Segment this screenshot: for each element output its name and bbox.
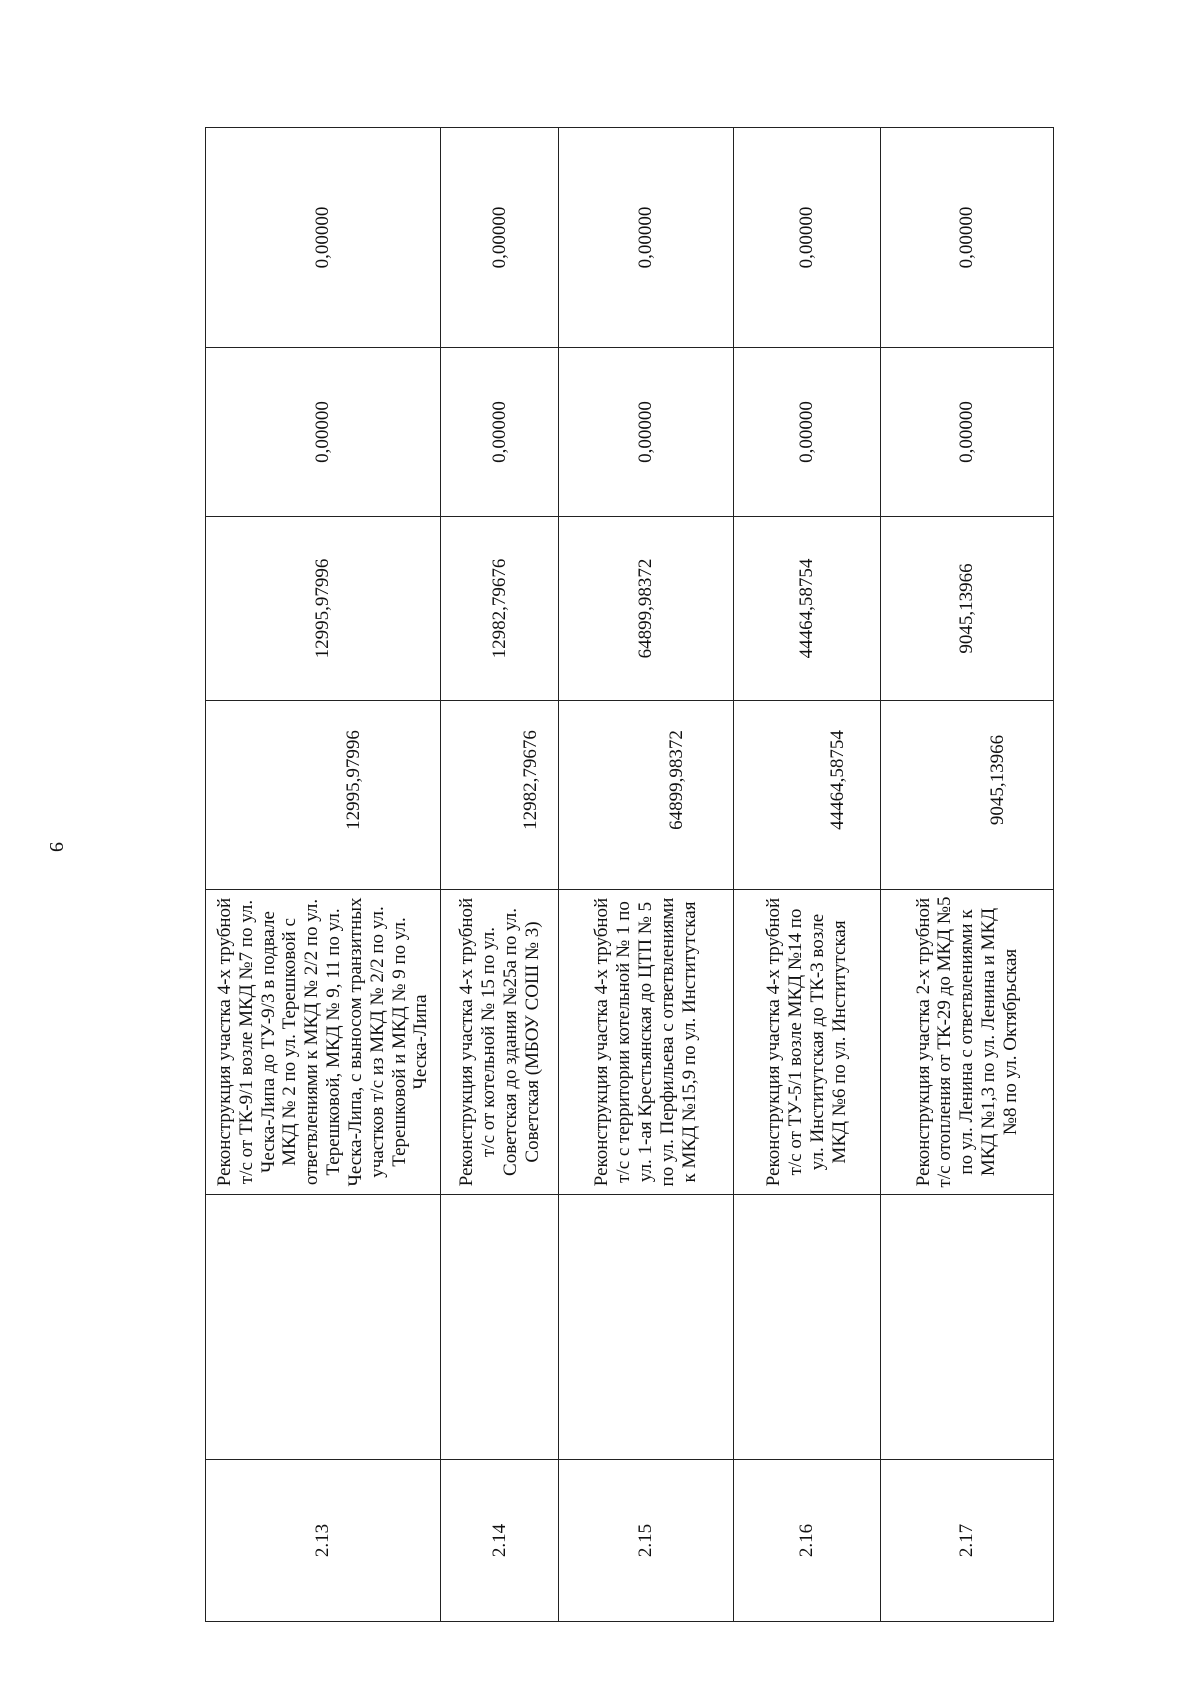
row-value-year: 9045,13966 <box>881 517 1054 701</box>
row-value-total: 9045,13966 <box>881 701 1054 890</box>
table-row <box>441 128 559 1622</box>
table-wrapper <box>205 128 1054 1622</box>
row-value-zero-2: 0,00000 <box>733 128 880 348</box>
rotated-table-container <box>205 128 1054 1622</box>
page-number: 9 <box>45 842 67 852</box>
row-value-year: 44464,58754 <box>733 517 880 701</box>
row-number: 2.15 <box>559 1460 734 1622</box>
row-number: 2.17 <box>881 1460 1054 1622</box>
row-blank-cell <box>881 1195 1054 1460</box>
row-value-year: 64899,98372 <box>559 517 734 701</box>
row-value-year: 12995,97996 <box>206 517 441 701</box>
row-value-zero-2: 0,00000 <box>881 128 1054 348</box>
row-description: Реконструкция участка 4-х трубной т/с от ТК-9/1 возле МКД №7 по ул. Ческа-Липа до ТУ-9/3 в подвале МКД № 2 по ул. Терешковой с ответвлениями к МКД № 2/2 по ул. Терешковой, МКД № 9, 11 по ул. Ческа-Липа, с выносом транзитных участков т/с из МКД № 2/2 по ул. Терешковой и МКД № 9 по ул. Ческа-Липа <box>206 890 441 1195</box>
row-number: 2.16 <box>733 1460 880 1622</box>
row-description: Реконструкция участка 4-х трубной т/с с территории котельной № 1 по ул. 1-ая Крестьянская до ЦТП № 5 по ул. Перфильева с ответвлениями к МКД №15,9 по ул. Институтская <box>559 890 734 1195</box>
row-value-zero-2: 0,00000 <box>441 128 559 348</box>
row-value-year: 12982,79676 <box>441 517 559 701</box>
row-blank-cell <box>206 1195 441 1460</box>
row-description: Реконструкция участка 4-х трубной т/с от котельной № 15 по ул. Советская до здания №25а по ул. Советская (МБОУ СОШ № 3) <box>441 890 559 1195</box>
table-row <box>206 128 441 1622</box>
row-value-zero-1: 0,00000 <box>559 348 734 517</box>
row-blank-cell <box>733 1195 880 1460</box>
row-value-zero-1: 0,00000 <box>733 348 880 517</box>
row-value-zero-1: 0,00000 <box>881 348 1054 517</box>
table-row <box>881 128 1054 1622</box>
row-number: 2.13 <box>206 1460 441 1622</box>
row-value-zero-2: 0,00000 <box>206 128 441 348</box>
table-row <box>733 128 880 1622</box>
row-value-total: 12995,97996 <box>206 701 441 890</box>
row-number: 2.14 <box>441 1460 559 1622</box>
row-value-zero-1: 0,00000 <box>206 348 441 517</box>
row-description: Реконструкция участка 2-х трубной т/с отопления от ТК-29 до МКД №5 по ул. Ленина с ответвлениями к МКД №1,3 по ул. Ленина и МКД №8 по ул. Октябрьская <box>881 890 1054 1195</box>
row-value-zero-2: 0,00000 <box>559 128 734 348</box>
row-description: Реконструкция участка 4-х трубной т/с от ТУ-5/1 возле МКД №14 по ул. Институтская до ТК-3 возле МКД №6 по ул. Институтская <box>733 890 880 1195</box>
row-value-total: 44464,58754 <box>733 701 880 890</box>
row-blank-cell <box>559 1195 734 1460</box>
row-value-total: 64899,98372 <box>559 701 734 890</box>
row-value-zero-1: 0,00000 <box>441 348 559 517</box>
row-value-total: 12982,79676 <box>441 701 559 890</box>
table-row <box>559 128 734 1622</box>
row-blank-cell <box>441 1195 559 1460</box>
budget-table <box>205 127 1054 1622</box>
